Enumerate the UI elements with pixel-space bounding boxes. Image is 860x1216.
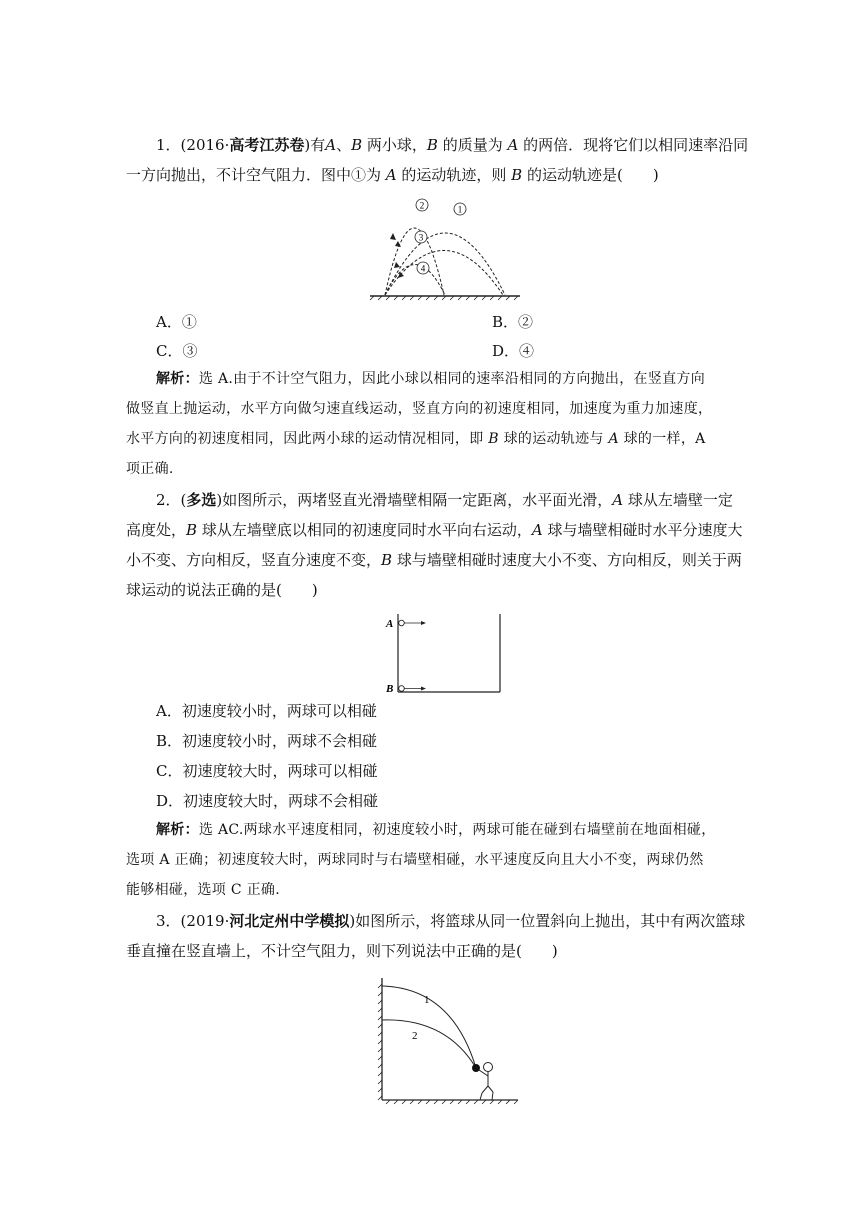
question-3 xyxy=(126,906,746,966)
question-2-line-4: 球运动的说法正确的是( ) xyxy=(126,581,318,599)
walls-figure xyxy=(384,612,504,694)
option-b[interactable]: B．初速度较小时，两球不会相碰 xyxy=(156,732,378,750)
variable-b: B xyxy=(511,166,523,184)
option-a[interactable]: A．初速度较小时，两球可以相碰 xyxy=(156,702,377,720)
text: 的运动轨迹是( ) xyxy=(522,166,659,184)
question-2-line-2 xyxy=(126,515,743,545)
text: 、 xyxy=(336,136,352,154)
text: 选 AC.两球水平速度相同，初速度较小时，两球可能在碰到右墙壁前在地面相碰， xyxy=(198,822,716,838)
basketball xyxy=(472,1064,480,1072)
question-1 xyxy=(126,130,749,190)
analysis-2 xyxy=(126,815,738,905)
question-1-line-1 xyxy=(126,130,749,160)
arrow-icon xyxy=(421,621,426,625)
multi-select-tag: 多选 xyxy=(186,491,217,509)
option-c[interactable]: C．③ xyxy=(156,342,198,360)
text: 有 xyxy=(310,136,326,154)
arrow-icon xyxy=(421,687,426,691)
analysis-label: 解析： xyxy=(156,822,199,838)
question-1-line-2 xyxy=(126,160,738,190)
question-3-line-1 xyxy=(126,906,746,936)
analysis-label: 解析： xyxy=(156,371,199,387)
ball-b xyxy=(399,686,405,692)
label-3 xyxy=(415,231,427,243)
label-1 xyxy=(454,203,466,215)
question-number: 3． xyxy=(156,912,181,930)
text: 球从左墙壁一定 xyxy=(623,491,733,509)
svg-text:4: 4 xyxy=(420,263,426,274)
analysis-line: 选项 A 正确；初速度较大时，两球同时与右墙壁相碰，水平速度反向且大小不变，两球仍然 xyxy=(126,852,704,868)
analysis-line xyxy=(126,364,738,394)
variable-a: A xyxy=(612,491,624,509)
option-a[interactable]: A．① xyxy=(156,313,197,331)
analysis-line: 能够相碰，选项 C 正确. xyxy=(126,882,280,898)
text: 一方向抛出，不计空气阻力．图中①为 xyxy=(126,166,386,184)
text: 球与墙壁相碰时速度大小不变、方向相反，则关于两 xyxy=(392,551,742,569)
text: ) xyxy=(216,491,223,509)
variable-a: A xyxy=(531,521,543,539)
question-source: 高考江苏卷 xyxy=(229,136,305,154)
analysis-1 xyxy=(126,364,738,484)
text: 两小球， xyxy=(362,136,427,154)
variable-b: B xyxy=(426,136,438,154)
analysis-line xyxy=(126,815,738,845)
variable-b: B xyxy=(186,521,198,539)
svg-text:1: 1 xyxy=(457,204,463,215)
text: 小不变、方向相反，竖直分速度不变， xyxy=(126,551,382,569)
analysis-line: 项正确. xyxy=(126,461,174,477)
label-a: A xyxy=(386,618,394,630)
variable-a: A xyxy=(608,431,619,447)
analysis-line: 做竖直上抛运动，水平方向做匀速直线运动，竖直方向的初速度相同，加速度为重力加速度， xyxy=(126,401,713,417)
variable-a: A xyxy=(507,136,519,154)
trajectory-figure xyxy=(360,196,530,300)
label-b: B xyxy=(386,683,394,695)
question-number: 1． xyxy=(156,136,181,154)
label-2 xyxy=(416,199,428,211)
trajectory-2 xyxy=(382,1020,476,1068)
text: 水平方向的初速度相同，因此两小球的运动情况相同，即 xyxy=(126,431,489,447)
trajectory-3 xyxy=(385,251,503,296)
text: 的运动轨迹，则 xyxy=(396,166,512,184)
ball-a xyxy=(399,620,405,626)
question-2 xyxy=(126,485,743,605)
text: 球的一样，A xyxy=(618,431,706,447)
basketball-figure xyxy=(372,976,522,1106)
label-2: 2 xyxy=(412,1030,418,1042)
text: 的质量为 xyxy=(437,136,508,154)
analysis-line xyxy=(126,424,738,454)
variable-b: B xyxy=(381,551,393,569)
question-number: 2． xyxy=(156,491,181,509)
svg-text:2: 2 xyxy=(419,200,425,211)
person-figure xyxy=(479,1063,493,1101)
text: ( xyxy=(180,491,187,509)
text: 的两倍．现将它们以相同速率沿同 xyxy=(518,136,749,154)
option-d[interactable]: D．④ xyxy=(492,342,535,360)
option-b[interactable]: B．② xyxy=(492,313,534,331)
trajectory-4 xyxy=(385,265,445,296)
text: ) xyxy=(349,912,356,930)
question-3-line-2: 垂直撞在竖直墙上，不计空气阻力，则下列说法中正确的是( ) xyxy=(126,942,558,960)
text: 如图所示，两堵竖直光滑墙壁相隔一定距离，水平面光滑， xyxy=(222,491,613,509)
variable-b: B xyxy=(351,136,363,154)
text: 球的运动轨迹与 xyxy=(498,431,609,447)
source-close: ) xyxy=(304,136,311,154)
source-open: (2016· xyxy=(180,136,230,154)
svg-text:3: 3 xyxy=(418,232,424,243)
variable-a: A xyxy=(325,136,337,154)
text: 如图所示，将篮球从同一位置斜向上抛出，其中有两次篮球 xyxy=(355,912,746,930)
text: 选 A.由于不计空气阻力，因此小球以相同的速率沿相同的方向抛出，在竖直方向 xyxy=(198,371,706,387)
option-d[interactable]: D．初速度较大时，两球不会相碰 xyxy=(156,792,379,810)
text: 球与墙壁相碰时水平分速度大 xyxy=(542,521,743,539)
variable-a: A xyxy=(385,166,397,184)
question-2-line-3 xyxy=(126,545,742,575)
option-c[interactable]: C．初速度较大时，两球可以相碰 xyxy=(156,762,378,780)
variable-b: B xyxy=(488,431,499,447)
text: 球从左墙壁底以相同的初速度同时水平向右运动， xyxy=(197,521,532,539)
trajectory-1 xyxy=(385,233,505,295)
text: (2019· xyxy=(180,912,230,930)
text: 高度处， xyxy=(126,521,187,539)
label-1: 1 xyxy=(424,994,430,1006)
question-source: 河北定州中学模拟 xyxy=(229,912,350,930)
question-2-line-1 xyxy=(126,485,738,515)
label-4 xyxy=(417,262,429,274)
